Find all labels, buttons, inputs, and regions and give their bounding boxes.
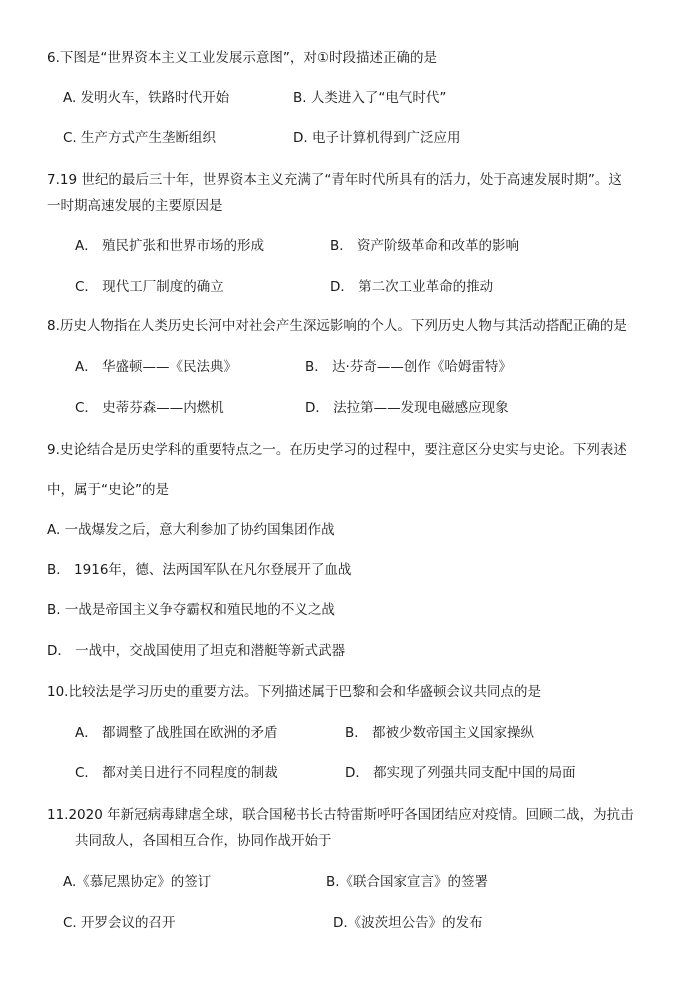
question-8-option-a: A． 华盛顿——《民法典》 bbox=[75, 359, 238, 375]
question-11-stem-line-1: 11.2020 年新冠病毒肆虐全球，联合国秘书长古特雷斯呼吁各国团结应对疫情。回顾二战，为抗击 bbox=[47, 807, 634, 823]
question-11-option-d: D.《波茨坦公告》的发布 bbox=[333, 915, 483, 931]
question-9-option-d: D． 一战中，交战国使用了坦克和潜艇等新式武器 bbox=[47, 643, 346, 659]
question-10-stem: 10.比较法是学习历史的重要方法。下列描述属于巴黎和会和华盛顿会议共同点的是 bbox=[47, 684, 541, 700]
question-7-option-a: A． 殖民扩张和世界市场的形成 bbox=[75, 238, 265, 254]
question-10-option-c: C． 都对美日进行不同程度的制裁 bbox=[75, 765, 278, 781]
question-11-option-c: C. 开罗会议的召开 bbox=[63, 915, 176, 931]
question-10-option-d: D． 都实现了列强共同支配中国的局面 bbox=[345, 765, 576, 781]
question-9-stem-line-2: 中，属于“史论”的是 bbox=[47, 482, 169, 498]
question-10-option-a: A． 都调整了战胜国在欧洲的矛盾 bbox=[75, 725, 278, 741]
question-6-option-b: B. 人类进入了“电气时代” bbox=[293, 90, 447, 106]
question-7-option-c: C． 现代工厂制度的确立 bbox=[75, 279, 224, 295]
question-7-option-b: B． 资产阶级革命和改革的影响 bbox=[330, 238, 520, 254]
question-8-option-b: B． 达·芬奇——创作《哈姆雷特》 bbox=[305, 359, 512, 375]
question-9-option-a: A. 一战爆发之后，意大利参加了协约国集团作战 bbox=[47, 522, 335, 538]
question-11-option-b: B.《联合国家宣言》的签署 bbox=[326, 874, 489, 890]
question-8-option-d: D． 法拉第——发现电磁感应现象 bbox=[305, 400, 509, 416]
question-9-option-b: B． 1916年，德、法两国军队在凡尔登展开了血战 bbox=[47, 562, 352, 578]
question-10-option-b: B． 都被少数帝国主义国家操纵 bbox=[345, 725, 535, 741]
question-9-option-c: B. 一战是帝国主义争夺霸权和殖民地的不义之战 bbox=[47, 602, 335, 618]
question-11-option-a: A.《慕尼黑协定》的签订 bbox=[63, 874, 212, 890]
question-8-option-c: C． 史蒂芬森——内燃机 bbox=[75, 400, 224, 416]
question-7-stem-line-1: 7.19 世纪的最后三十年，世界资本主义充满了“青年时代所具有的活力，处于高速发展时期”。这 bbox=[47, 172, 622, 188]
question-9-stem-line-1: 9.史论结合是历史学科的重要特点之一。在历史学习的过程中，要注意区分史实与史论。下列表述 bbox=[47, 442, 627, 458]
question-6-option-d: D. 电子计算机得到广泛应用 bbox=[293, 130, 461, 146]
question-11-stem-line-2: 共同敌人，各国相互合作，协同作战开始于 bbox=[75, 833, 332, 849]
question-6-option-c: C. 生产方式产生垄断组织 bbox=[63, 130, 217, 146]
question-6-option-a: A. 发明火车，铁路时代开始 bbox=[63, 90, 230, 106]
question-8-stem: 8.历史人物指在人类历史长河中对社会产生深远影响的个人。下列历史人物与其活动搭配正确的是 bbox=[47, 318, 627, 334]
question-6-stem: 6.下图是“世界资本主义工业发展示意图”，对①时段描述正确的是 bbox=[47, 50, 437, 66]
question-7-option-d: D． 第二次工业革命的推动 bbox=[330, 279, 494, 295]
question-7-stem-line-2: 一时期高速发展的主要原因是 bbox=[47, 198, 223, 214]
